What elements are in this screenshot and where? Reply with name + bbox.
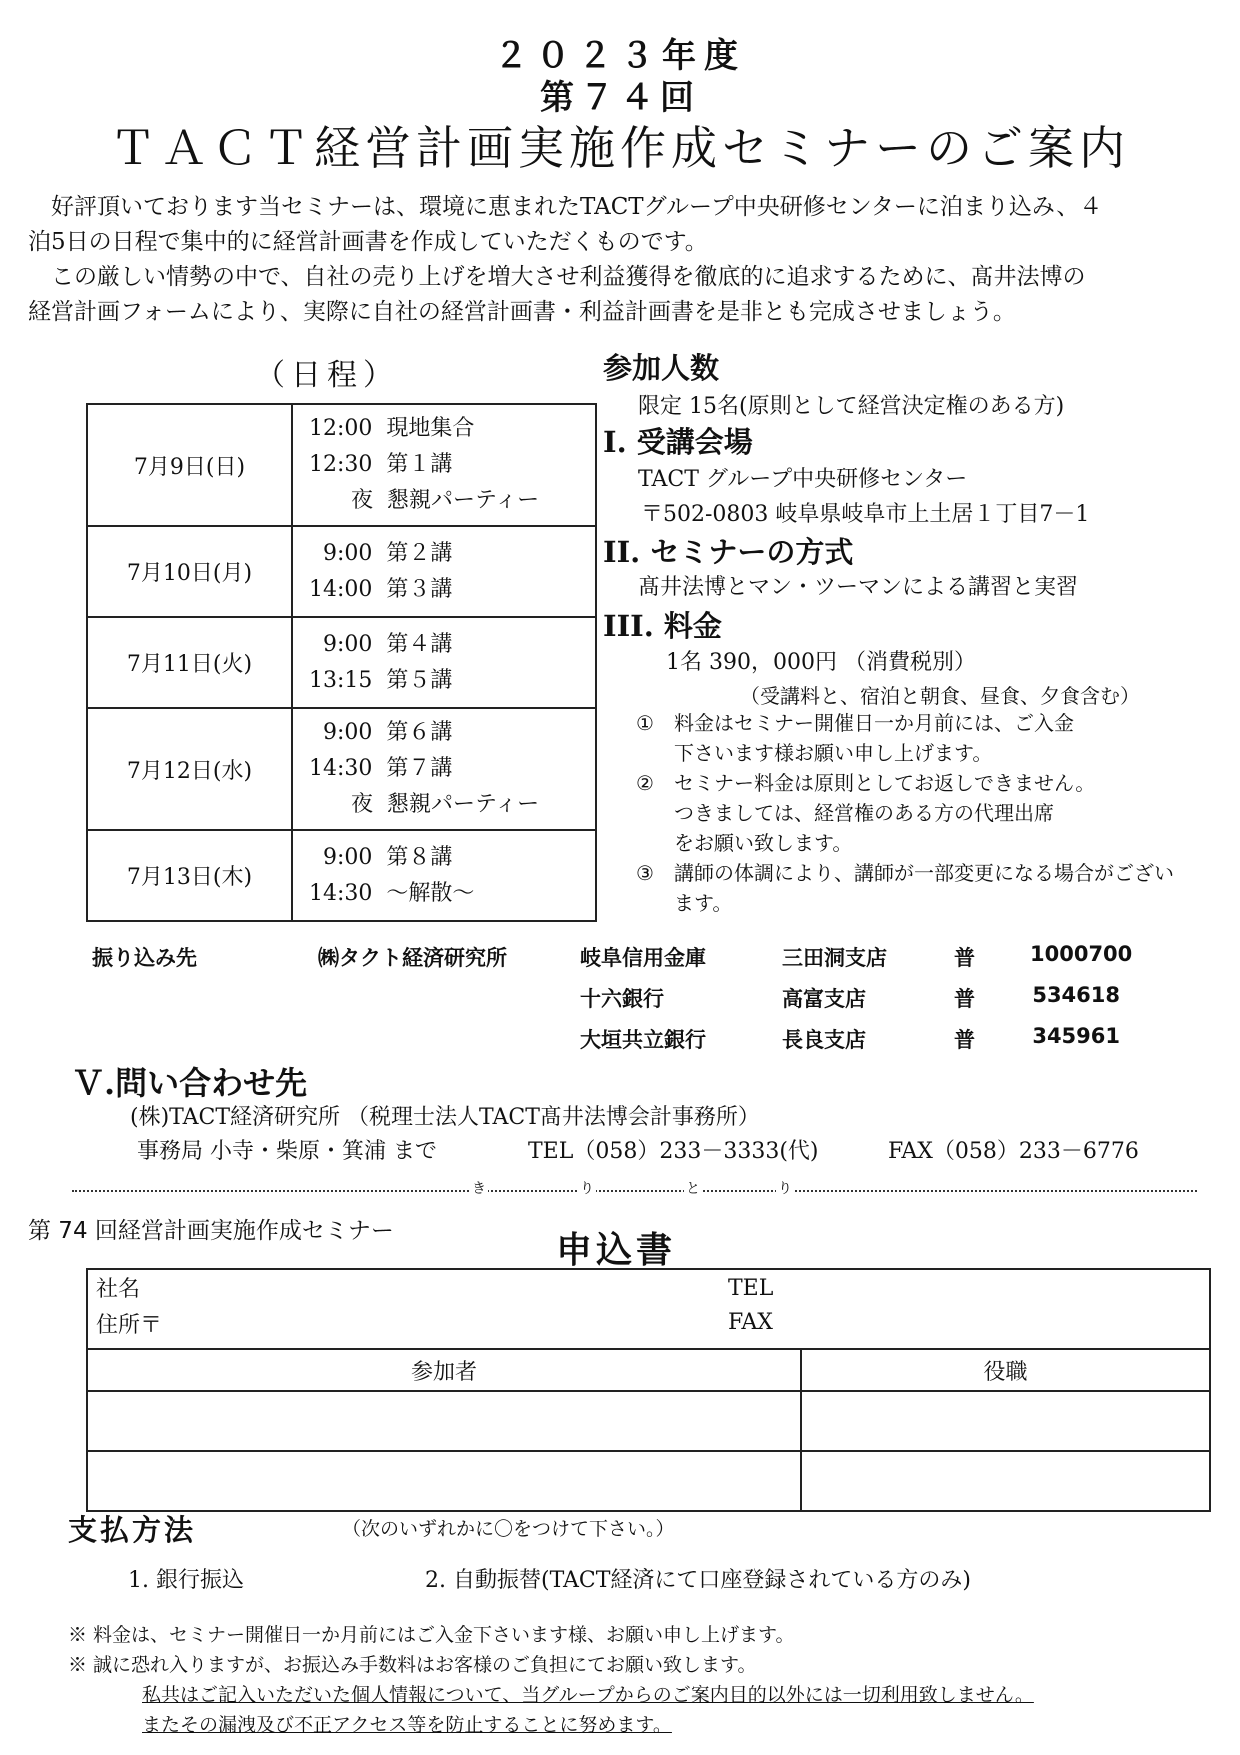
schedule-events: 9:00 第６講 14:30 第７講 夜 懇親パーティー [292,708,596,830]
privacy-line: 私共はご記入いただいた個人情報について、当グループからのご案内目的以外には一切利用致しません。 [142,1684,1034,1706]
venue-heading: I. 受講会場 [603,425,753,459]
intro-line: 泊5日の日程で集中的に経営計画書を作成していただくものです。 [28,229,708,255]
schedule-events: 9:00 第２講 14:00 第３講 [292,526,596,617]
participant-field[interactable] [87,1451,801,1511]
venue-address: 〒502-0803 岐阜県岐阜市上土居１丁目7－1 [641,502,1090,527]
footnote-fee: ※ 料金は、セミナー開催日一か月前にはご入金下さいます様、お願い申し上げます。 [68,1624,795,1646]
company-label: 社名 [96,1277,141,1302]
fee-note [636,858,1226,918]
form-title: 申込書 [556,1229,677,1271]
participant-header: 参加者 [87,1349,801,1391]
application-form [86,1268,1211,1512]
schedule-row [87,708,596,830]
participants-text: 限定 15名(原則として経営決定権のある方) [638,394,1065,419]
cut-line-char: き [470,1178,488,1198]
bank-account-number: 534618 [1032,983,1120,1007]
intro-line: 好評頂いております当セミナーは、環境に恵まれたTACTグループ中央研修センターに泊まり込み、４ [51,194,1103,220]
fee-note [636,768,1226,858]
cut-line-char: り [776,1178,794,1198]
schedule-day: 7月10日(月) [87,526,292,617]
schedule-events: 12:00 現地集合 12:30 第１講 夜 懇親パーティー [292,404,596,526]
role-field[interactable] [801,1451,1210,1511]
cut-line [72,1190,1197,1192]
bank-name: 十六銀行 [580,987,664,1011]
bank-account-type: 普 [954,987,975,1011]
bank-account-type: 普 [954,1028,975,1052]
note-line: 料金はセミナー開催日一か月前には、ご入金 [674,711,1074,735]
schedule-row [87,830,596,921]
footnote-transfer-fee: ※ 誠に恐れ入りますが、お振込み手数料はお客様のご負担にてお願い致します。 [68,1654,757,1676]
payment-heading: 支払方法 [68,1513,197,1547]
schedule-table [86,403,597,922]
contact-heading: Ｖ.問い合わせ先 [72,1064,308,1102]
bank-branch: 高富支店 [782,987,866,1011]
note-line: ます。 [674,891,733,915]
privacy-line: またその漏洩及び不正アクセス等を防止することに努めます。 [142,1714,672,1736]
bank-account-type: 普 [954,946,975,970]
contact-office: 事務局 小寺・柴原・箕浦 まで [137,1139,437,1164]
form-seminar: 第 74 回経営計画実施作成セミナー [28,1218,394,1244]
note-line: セミナー料金は原則としてお返しできません。 [674,771,1096,795]
venue-name: TACT グループ中央研修センター [638,467,968,492]
form-entry-row [87,1391,1210,1451]
note-mark: ③ [636,861,654,885]
note-line: 下さいます様お願い申し上げます。 [674,741,993,765]
schedule-day: 7月11日(火) [87,617,292,708]
note-mark: ② [636,771,654,795]
payment-option-bank: 1. 銀行振込 [128,1568,244,1593]
schedule-events: 9:00 第８講 14:30 ～解散～ [292,830,596,921]
note-line: つきましては、経営権のある方の代理出席 [674,801,1054,825]
schedule-row [87,617,596,708]
method-heading: II. セミナーの方式 [603,535,854,569]
schedule-day: 7月9日(日) [87,404,292,526]
intro-text [28,190,1218,330]
bank-account-number: 345961 [1032,1024,1120,1048]
role-field[interactable] [801,1391,1210,1451]
document-title: ＴＡＣＴ経営計画実施作成セミナーのご案内 [110,121,1130,175]
fee-note [636,708,1226,768]
bank-account-number: 1000700 [1030,942,1133,966]
contact-org: (株)TACT経済研究所 （税理士法人TACT髙井法博会計事務所） [130,1105,760,1130]
form-header-row [87,1349,1210,1391]
bank-branch: 三田洞支店 [782,946,887,970]
bank-name: 大垣共立銀行 [580,1028,706,1052]
document-year: ２０２３年度 [494,36,746,76]
method-text: 髙井法博とマン・ツーマンによる講習と実習 [638,575,1079,600]
address-label: 住所〒 [96,1313,163,1338]
participant-field[interactable] [87,1391,801,1451]
document-edition: 第７４回 [540,78,700,118]
intro-line: 経営計画フォームにより、実際に自社の経営計画書・利益計画書を是非とも完成させましょう。 [28,299,1016,325]
bank-payee: ㈱タクト経済研究所 [318,946,507,970]
fee-price: 1名 390，000円 （消費税別） [666,650,976,675]
fee-includes: （受講料と、宿泊と朝食、昼食、夕食含む） [740,684,1140,708]
note-mark: ① [636,711,654,735]
tel-label: TEL [728,1276,774,1301]
cut-line-char: り [578,1178,596,1198]
bank-name: 岐阜信用金庫 [580,946,706,970]
form-company-cell [87,1269,1210,1349]
participants-heading: 参加人数 [603,351,720,385]
schedule-day: 7月12日(水) [87,708,292,830]
schedule-day: 7月13日(木) [87,830,292,921]
bank-label: 振り込み先 [92,946,197,970]
schedule-row [87,404,596,526]
contact-fax: FAX（058）233－6776 [888,1139,1139,1164]
schedule-events: 9:00 第４講 13:15 第５講 [292,617,596,708]
bank-branch: 長良支店 [782,1028,866,1052]
schedule-title: （日程） [255,358,399,393]
contact-tel: TEL（058）233－3333(代) [528,1139,819,1164]
form-entry-row [87,1451,1210,1511]
role-header: 役職 [801,1349,1210,1391]
form-company-row [87,1269,1210,1349]
fee-heading: III. 料金 [603,609,722,643]
note-line: をお願い致します。 [674,831,853,855]
schedule-row [87,526,596,617]
cut-line-char: と [684,1178,702,1198]
payment-option-auto: 2. 自動振替(TACT経済にて口座登録されている方のみ) [425,1568,972,1593]
intro-line: この厳しい情勢の中で、自社の売り上げを増大させ利益獲得を徹底的に追求するために、髙井法博の [51,264,1086,290]
fax-label: FAX [728,1310,773,1335]
note-line: 講師の体調により、講師が一部変更になる場合がござい [674,861,1174,885]
payment-instruction: （次のいずれかに〇をつけて下さい。） [342,1518,675,1540]
fee-notes [636,708,1226,918]
